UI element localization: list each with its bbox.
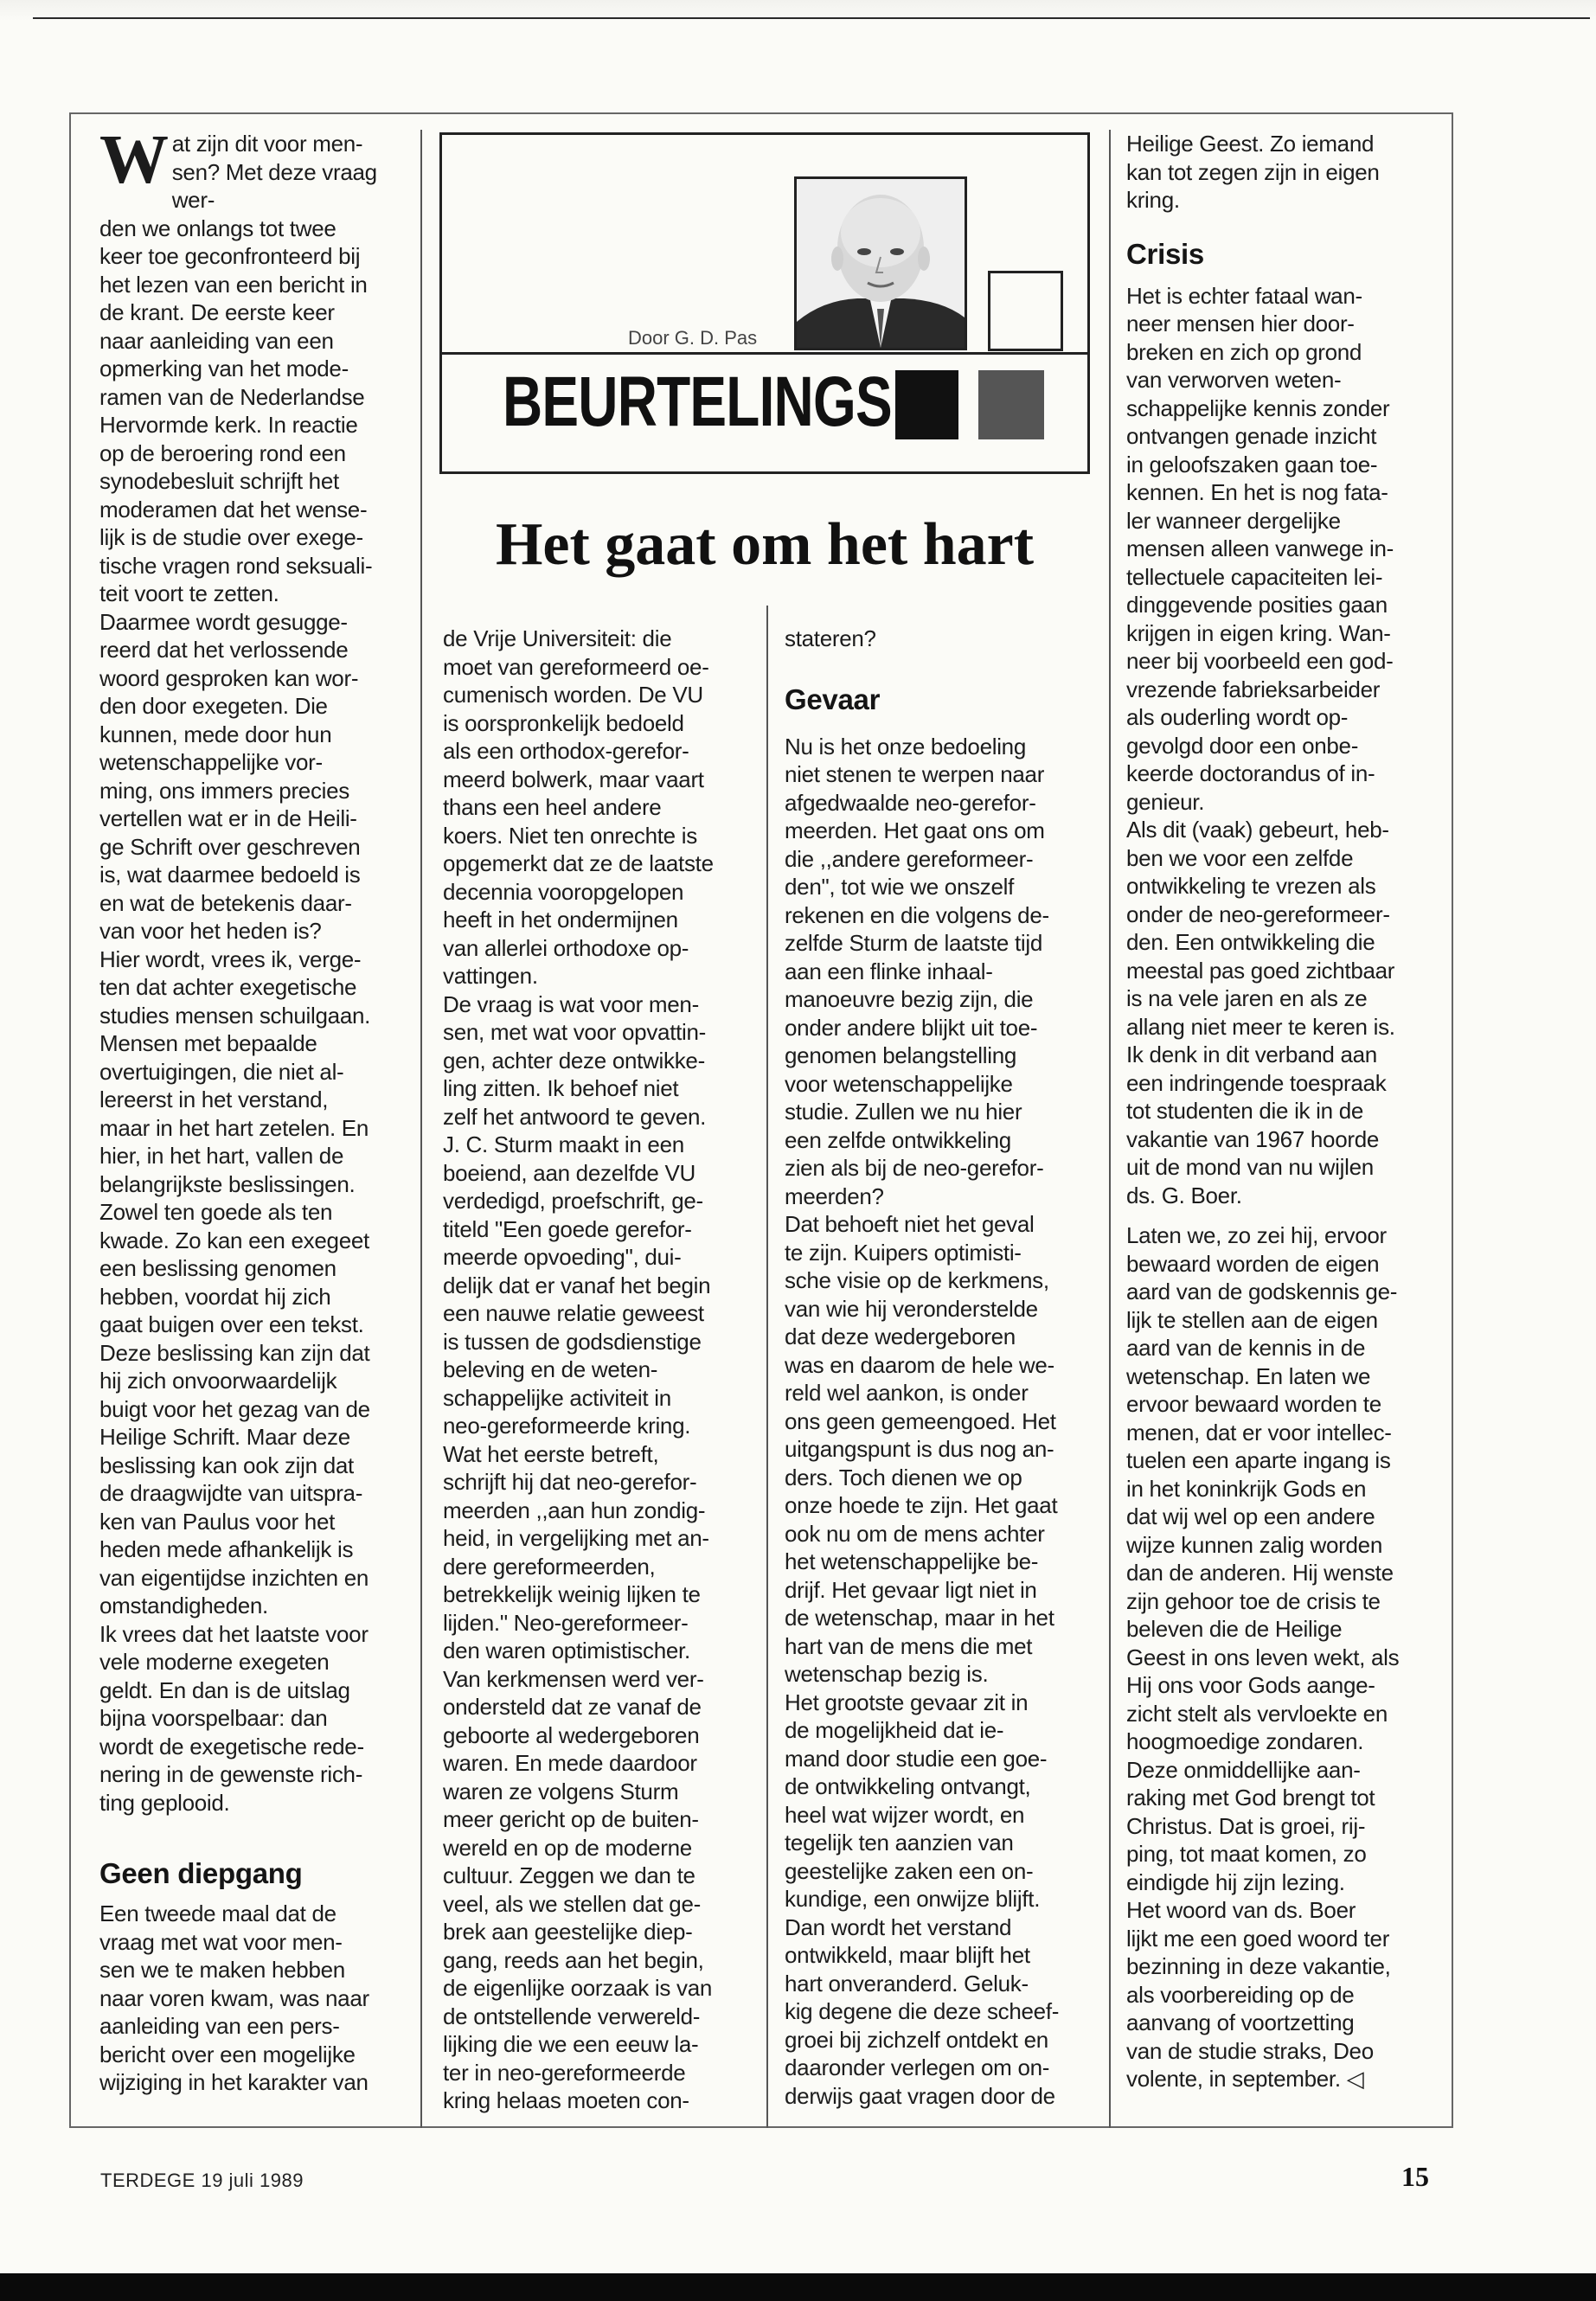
- header-rule: [442, 352, 1087, 355]
- decorative-square-gray: [978, 370, 1044, 439]
- column-divider: [1109, 130, 1111, 2128]
- column-2: [443, 625, 754, 2115]
- decorative-square-outline: [988, 271, 1063, 351]
- article-title: Het gaat om het hart: [495, 511, 1035, 578]
- paragraph: [99, 122, 407, 608]
- byline: Door G. D. Pas: [628, 327, 758, 349]
- paragraph: Wat het eerste betreft, schrijft hij dat neo-gerefor- meerden ,,aan hun zondig- heid, in vergelijking met an- dere gereformeerden, betrekkelijk weinig lijken te lijden." Neo-gereformeer- den waren optimistischer. Van kerkmensen werd ver- ondersteld dat ze vanaf de geboorte al wedergeboren waren. En mede daardoor waren ze volgens Sturm meer gericht op de buiten- wereld en op de moderne cultuur. Zeggen we dan te veel, als we stellen dat ge- brek aan geestelijke diep- gang, reeds aan het begin, de eigenlijke oorzaak is van de ontstellende verwereld- lijking die we een eeuw la- ter in neo-gereformeerde kring helaas moeten con-: [443, 1440, 713, 2113]
- section-heading: Geen diepgang: [99, 1857, 303, 1889]
- paragraph: Een tweede maal dat de vraag met wat voor men- sen we te maken hebben naar voren kwam, was naar aanleiding van een pers- bericht over een mogelijke wijziging in het karakter van: [99, 1900, 369, 2095]
- paragraph: Heilige Geest. Zo iemand kan tot zegen zijn in eigen kring.: [1126, 131, 1380, 213]
- column-divider: [420, 130, 422, 2128]
- paragraph: de Vrije Universiteit: die moet van gereformeerd oe- cumenisch worden. De VU is oorspronkelijk bedoeld als een orthodox-gerefor- meerd bolwerk, maar vaart thans een heel andere koers. Niet ten onrechte is opgemerkt dat ze de laatste decennia vooropgelopen heeft in het ondermijnen van allerlei orthodoxe op- vattingen.: [443, 625, 714, 989]
- paragraph: Laten we, zo zei hij, ervoor bewaard worden de eigen aard van de godskennis ge- lijk te stellen aan de eigen aard van de kennis in de wetenschap. En laten we ervoor bewaard worden te menen, dat er voor intellec- tuelen een aparte ingang is in het koninkrijk Gods en dat wij wel op een andere wijze kunnen zalig worden dan de anderen. Hij wenste zijn gehoor toe de crisis te beleven die de Heilige Geest in ons leven wekt, als Hij ons voor Gods aange- zicht stelt als vervloekte en hoogmoedige zondaren. Deze onmiddellijke aan- raking met God brengt tot Christus. Dat is groei, rij- ping, tot maat komen, zo eindigde hij zijn lezing.: [1126, 1222, 1400, 1895]
- paragraph: De vraag is wat voor men- sen, met wat voor opvattin- gen, achter deze ontwikke- ling zitten. Ik behoef niet zelf het antwoord te geven. J. C. Sturm maakt in een boeiend, aan dezelfde VU verdedigd, proefschrift, ge- titeld "Een goede gerefor- meerde opvoeding", dui- delijk dat er vanaf het begin een nauwe relatie geweest is tussen de godsdienstige beleving en de weten- schappelijke activiteit in neo-gereformeerde kring.: [443, 990, 711, 1439]
- paragraph: Hier wordt, vrees ik, verge- ten dat achter exegetische studies mensen schuilgaan. Mensen met bepaalde overtuigingen, die niet al- lereerst in het verstand, maar in het hart zetelen. En hier, in het hart, vallen de belangrijkste beslissingen. Zowel ten goede als ten kwade. Zo kan een exegeet een beslissing genomen hebben, voordat hij zich gaat buigen over een tekst. Deze beslissing kan zijn dat hij zich onvoorwaardelijk buigt voor het gezag van de Heilige Schrift. Maar deze beslissing kan ook zijn dat de draagwijdte van uitspra- ken van Paulus voor het heden mede afhankelijk is van eigentijdse inzichten en omstandigheden.: [99, 945, 371, 1618]
- column-3: [785, 625, 1096, 2110]
- column-1: [99, 122, 407, 2097]
- column-name: BEURTELINGS: [503, 362, 892, 441]
- paragraph: Het grootste gevaar zit in de mogelijkheid dat ie- mand door studie een goe- de ontwikkeling ontvangt, heel wat wijzer wordt, en tegelijk ten aanzien van geestelijke zaken een on- kundige, een onwijze blijft. Dan wordt het verstand ontwikkeld, maar blijft het hart onveranderd. Geluk- kig degene die deze scheef- groei bij zichzelf ontdekt en daaronder verlegen om on- derwijs gaat vragen door de: [785, 1689, 1060, 2109]
- paragraph-text: at zijn dit voor men- sen? Met deze vraag wer- den we onlangs tot twee keer toe geconfronteerd bij het lezen van een bericht in de krant. De eerste keer naar aanleiding van een opmerking van het mode- ramen van de Nederlandse Hervormde kerk. In reactie op de beroering rond een synodebesluit schrijft het moderamen dat het wense- lijk is de studie over exege- tische vragen rond seksuali- teit voort te zetten.: [99, 131, 377, 606]
- column-header-box: [439, 132, 1090, 474]
- paragraph: Ik vrees dat het laatste voor vele moderne exegeten geldt. En dan is de uitslag bijna voorspelbaar: dan wordt de exegetische rede- nering in de gewenste rich- ting geplooid.: [99, 1620, 369, 1816]
- paragraph: Als dit (vaak) gebeurt, heb- ben we voor een zelfde ontwikkeling te vrezen als onder de neo-gereformeer- den. Een ontwikkeling die meestal pas goed zichtbaar is na vele jaren en als ze allang niet meer te keren is. Ik denk in dit verband aan een indringende toespraak tot studenten die ik in de vakantie van 1967 hoorde uit de mond van nu wijlen ds. G. Boer.: [1126, 817, 1395, 1208]
- paragraph: Het is echter fataal wan- neer mensen hier door- breken en zich op grond van verworven weten- schappelijke kennis zonder ontvangen genade inzicht in geloofszaken gaan toe- kennen. En het is nog fata- ler wanneer dergelijke mensen alleen vanwege in- tellectuele capaciteiten lei- dinggevende posities gaan krijgen in eigen kring. Wan- neer bij voorbeeld een god- vrezende fabrieksarbeider als ouderling wordt op- gevolgd door een onbe- keerde doctorandus of in- genieur.: [1126, 282, 1394, 815]
- page-number: 15: [1401, 2161, 1429, 2192]
- section-heading: Gevaar: [785, 683, 881, 715]
- column-divider: [766, 606, 768, 2128]
- section-heading: Crisis: [1126, 237, 1204, 270]
- publication-footer: TERDEGE 19 juli 1989: [100, 2170, 304, 2191]
- paragraph: Nu is het onze bedoeling niet stenen te werpen naar afgedwaalde neo-gerefor- meerden. Het gaat ons om die ,,andere gereformeer- den", tot wie we onszelf rekenen en die volgens de- zelfde Sturm de laatste tijd aan een flinke inhaal- manoeuvre bezig zijn, die onder andere blijkt uit toe- genomen belangstelling voor wetenschappelijke studie. Zullen we nu hier een zelfde ontwikkeling zien als bij de neo-gerefor- meerden?: [785, 733, 1049, 1209]
- paragraph: Dat behoeft niet het geval te zijn. Kuipers optimisti- sche visie op de kerkmens, van wie hij veronderstelde dat deze wedergeboren was en daarom de hele we- reld wel aankon, is onder ons geen gemeengoed. Het uitgangspunt is dus nog an- ders. Toch dienen we op onze hoede te zijn. Het gaat ook nu om de mens achter het wetenschappelijke be- drijf. Het gevaar ligt niet in de wetenschap, maar in het hart van de mens die met wetenschap bezig is.: [785, 1211, 1058, 1687]
- paragraph: Het woord van ds. Boer lijkt me een goed woord ter bezinning in deze vakantie, als voorbereiding op de aanvang of voortzetting van de studie straks, Deo volente, in september. ◁: [1126, 1897, 1391, 2092]
- paragraph: stateren?: [785, 625, 876, 651]
- drop-cap: W: [99, 122, 169, 198]
- author-portrait-image: [797, 179, 965, 348]
- decorative-square-black: [895, 370, 958, 439]
- author-photo: [794, 176, 967, 350]
- scan-bottom-edge: [0, 2273, 1596, 2301]
- column-4: [1126, 130, 1438, 2093]
- top-rule: [33, 17, 1590, 19]
- paragraph: Daarmee wordt gesugge- reerd dat het verlossende woord gesproken kan wor- den door exegeten. Die kunnen, mede door hun wetenschappelijke vor- ming, ons immers precies vertellen wat er in de Heili- ge Schrift over geschreven is, wat daarmee bedoeld is en wat de betekenis daar- van voor het heden is?: [99, 608, 361, 944]
